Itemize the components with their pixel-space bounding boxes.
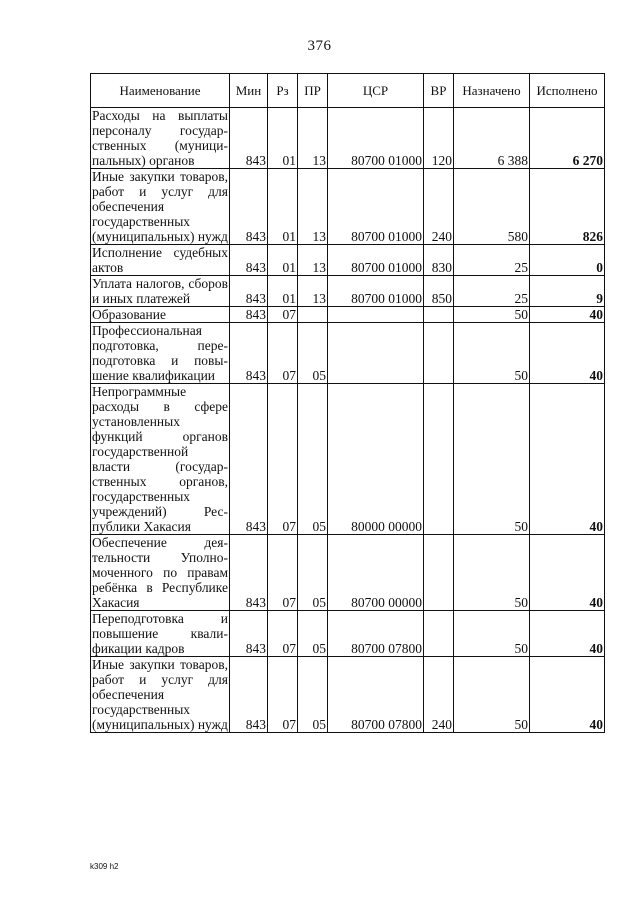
table-row: [91, 108, 605, 169]
row-assigned: 580: [454, 169, 530, 245]
row-name: Уплата налогов, сборов и иных платежей: [92, 276, 228, 306]
row-vr: 120: [424, 108, 454, 169]
row-min: 843: [230, 384, 268, 535]
row-name: Иные закупки товаров, работ и услуг для обеспечения государственных (муниципальных) нужд: [92, 169, 228, 244]
row-min: 843: [230, 169, 268, 245]
row-csr: 80700 07800: [328, 657, 424, 733]
header-pr: ПР: [298, 74, 328, 108]
row-csr: 80700 01000: [328, 276, 424, 307]
row-csr: [328, 323, 424, 384]
row-pr: 13: [298, 108, 328, 169]
row-assigned: 50: [454, 535, 530, 611]
row-executed: 40: [530, 611, 605, 657]
row-rz: 01: [268, 169, 298, 245]
row-rz: 07: [268, 611, 298, 657]
header-assigned: Назначено: [454, 74, 530, 108]
table-row: [91, 276, 605, 307]
row-vr: [424, 535, 454, 611]
row-name: Переподготовка и повышение квалификации кадров: [92, 611, 228, 656]
row-pr: 13: [298, 245, 328, 276]
row-name: Иные закупки товаров, работ и услуг для обеспечения государственных (муниципальных) нужд: [92, 657, 228, 732]
table-row: [91, 657, 605, 733]
row-vr: [424, 307, 454, 323]
row-rz: 07: [268, 307, 298, 323]
row-name: Обеспечение деятельности Уполномоченного по правам ребёнка в Республике Хакасия: [92, 535, 228, 610]
row-min: 843: [230, 245, 268, 276]
row-rz: 07: [268, 657, 298, 733]
row-assigned: 50: [454, 611, 530, 657]
footer-code: k309 h2: [90, 862, 119, 871]
row-executed: 6 270: [530, 108, 605, 169]
row-min: 843: [230, 657, 268, 733]
row-name: Образование: [91, 307, 230, 323]
row-csr: 80700 01000: [328, 108, 424, 169]
row-vr: [424, 323, 454, 384]
row-pr: 05: [298, 323, 328, 384]
row-assigned: 50: [454, 323, 530, 384]
header-executed: Исполнено: [530, 74, 605, 108]
row-executed: 40: [530, 535, 605, 611]
row-name: Расходы на выплаты персоналу государственных (муниципальных) органов: [92, 108, 228, 168]
table-row: [91, 535, 605, 611]
row-rz: 07: [268, 384, 298, 535]
row-rz: 07: [268, 535, 298, 611]
header-name: Наименование: [91, 74, 230, 108]
row-csr: 80700 00000: [328, 535, 424, 611]
table-row: [91, 323, 605, 384]
table-row: [91, 169, 605, 245]
row-rz: 01: [268, 108, 298, 169]
row-rz: 01: [268, 245, 298, 276]
row-min: 843: [230, 276, 268, 307]
row-name: Исполнение судебных актов: [92, 245, 228, 275]
header-vr: ВР: [424, 74, 454, 108]
row-pr: 13: [298, 169, 328, 245]
row-assigned: 50: [454, 384, 530, 535]
table-row: [91, 384, 605, 535]
row-vr: 830: [424, 245, 454, 276]
row-assigned: 25: [454, 276, 530, 307]
row-executed: 40: [530, 323, 605, 384]
row-executed: 826: [530, 169, 605, 245]
row-assigned: 25: [454, 245, 530, 276]
row-pr: 05: [298, 657, 328, 733]
row-csr: 80000 00000: [328, 384, 424, 535]
header-min: Мин: [230, 74, 268, 108]
row-vr: 240: [424, 169, 454, 245]
row-executed: 40: [530, 657, 605, 733]
row-name: Непрограммные расходы в сфере установленных функций органов государственной власти (государственных органов, государственных учреждений) Республики Хакасия: [92, 384, 228, 534]
row-vr: 850: [424, 276, 454, 307]
row-vr: [424, 384, 454, 535]
table-row: [91, 307, 605, 323]
row-min: 843: [230, 307, 268, 323]
row-csr: 80700 07800: [328, 611, 424, 657]
row-name: Профессиональная подготовка, переподготовка и повышение квалификации: [92, 323, 228, 383]
header-csr: ЦСР: [328, 74, 424, 108]
row-rz: 07: [268, 323, 298, 384]
table-row: [91, 611, 605, 657]
table-header-row: [91, 74, 605, 108]
row-pr: 13: [298, 276, 328, 307]
row-csr: [328, 307, 424, 323]
row-executed: 0: [530, 245, 605, 276]
row-pr: 05: [298, 611, 328, 657]
row-assigned: 6 388: [454, 108, 530, 169]
header-rz: Рз: [268, 74, 298, 108]
row-executed: 40: [530, 307, 605, 323]
row-min: 843: [230, 535, 268, 611]
row-csr: 80700 01000: [328, 245, 424, 276]
row-rz: 01: [268, 276, 298, 307]
row-assigned: 50: [454, 307, 530, 323]
row-executed: 40: [530, 384, 605, 535]
budget-table: [90, 73, 605, 733]
row-min: 843: [230, 323, 268, 384]
row-executed: 9: [530, 276, 605, 307]
row-pr: [298, 307, 328, 323]
row-vr: 240: [424, 657, 454, 733]
row-assigned: 50: [454, 657, 530, 733]
table-row: [91, 245, 605, 276]
row-min: 843: [230, 611, 268, 657]
page-number: 376: [307, 38, 332, 54]
row-min: 843: [230, 108, 268, 169]
row-csr: 80700 01000: [328, 169, 424, 245]
row-pr: 05: [298, 384, 328, 535]
row-pr: 05: [298, 535, 328, 611]
row-vr: [424, 611, 454, 657]
